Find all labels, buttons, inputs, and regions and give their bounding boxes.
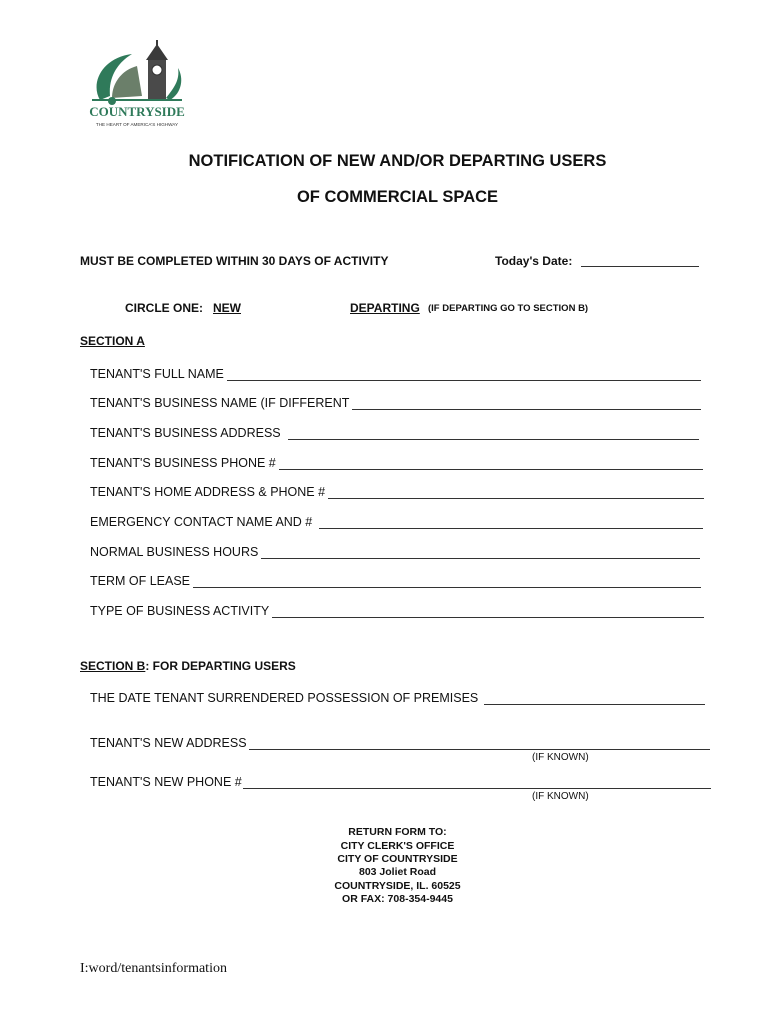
- departing-note: (IF DEPARTING GO TO SECTION B): [428, 303, 589, 314]
- new-address-if-known: (IF KNOWN): [532, 752, 589, 763]
- circle-one-label: CIRCLE ONE:: [125, 301, 203, 315]
- section-a-heading: SECTION A: [80, 334, 145, 348]
- return-office: CITY CLERK'S OFFICE: [340, 840, 455, 852]
- return-street: 803 Joliet Road: [358, 866, 437, 878]
- business-hours-label: NORMAL BUSINESS HOURS: [90, 545, 259, 559]
- countryside-logo: [82, 38, 192, 130]
- emergency-contact-label: EMERGENCY CONTACT NAME AND #: [90, 515, 313, 529]
- todays-date-field[interactable]: [581, 266, 699, 267]
- logo-tagline: THE HEART OF AMERICA'S HIGHWAY: [95, 122, 179, 127]
- option-departing[interactable]: DEPARTING: [350, 301, 420, 315]
- business-name-label: TENANT'S BUSINESS NAME (IF DIFFERENT: [90, 396, 350, 410]
- term-of-lease-label: TERM OF LEASE: [90, 574, 191, 588]
- section-b-heading-prefix: SECTION B: [80, 659, 146, 673]
- surrendered-date-label: THE DATE TENANT SURRENDERED POSSESSION OF PREMISES: [90, 691, 479, 705]
- file-path-footer: I:word/tenantsinformation: [80, 961, 227, 976]
- new-phone-if-known: (IF KNOWN): [532, 791, 589, 802]
- full-name-field[interactable]: [227, 380, 701, 381]
- business-phone-label: TENANT'S BUSINESS PHONE #: [90, 456, 276, 470]
- full-name-label: TENANT'S FULL NAME: [90, 367, 224, 381]
- business-phone-field[interactable]: [279, 469, 703, 470]
- emergency-contact-field[interactable]: [319, 528, 703, 529]
- new-address-field[interactable]: [249, 749, 710, 750]
- option-new[interactable]: NEW: [213, 301, 241, 315]
- return-city: CITY OF COUNTRYSIDE: [337, 853, 458, 865]
- new-address-label: TENANT'S NEW ADDRESS: [90, 736, 247, 750]
- form-title-line2: OF COMMERCIAL SPACE: [296, 188, 499, 206]
- return-to-heading: RETURN FORM TO:: [348, 826, 447, 838]
- return-fax: OR FAX: 708-354-9445: [342, 893, 453, 905]
- must-complete-note: MUST BE COMPLETED WITHIN 30 DAYS OF ACTIVITY: [80, 254, 389, 268]
- business-address-field[interactable]: [288, 439, 699, 440]
- business-activity-label: TYPE OF BUSINESS ACTIVITY: [90, 604, 270, 618]
- todays-date-label: Today's Date:: [495, 254, 573, 268]
- new-phone-label: TENANT'S NEW PHONE #: [90, 775, 242, 789]
- section-b-heading-rest: : FOR DEPARTING USERS: [145, 659, 296, 673]
- term-of-lease-field[interactable]: [193, 587, 701, 588]
- logo-text: COUNTRYSIDE: [89, 104, 185, 119]
- business-address-label: TENANT'S BUSINESS ADDRESS: [90, 426, 281, 440]
- business-activity-field[interactable]: [272, 617, 704, 618]
- section-b-heading: [80, 659, 296, 673]
- new-phone-field[interactable]: [243, 788, 711, 789]
- return-city-state-zip: COUNTRYSIDE, IL. 60525: [334, 880, 461, 892]
- surrendered-date-field[interactable]: [484, 704, 705, 705]
- form-title-line1: NOTIFICATION OF NEW AND/OR DEPARTING USERS: [188, 152, 607, 170]
- home-address-phone-label: TENANT'S HOME ADDRESS & PHONE #: [90, 485, 326, 499]
- business-hours-field[interactable]: [261, 558, 700, 559]
- home-address-phone-field[interactable]: [328, 498, 704, 499]
- business-name-field[interactable]: [352, 409, 701, 410]
